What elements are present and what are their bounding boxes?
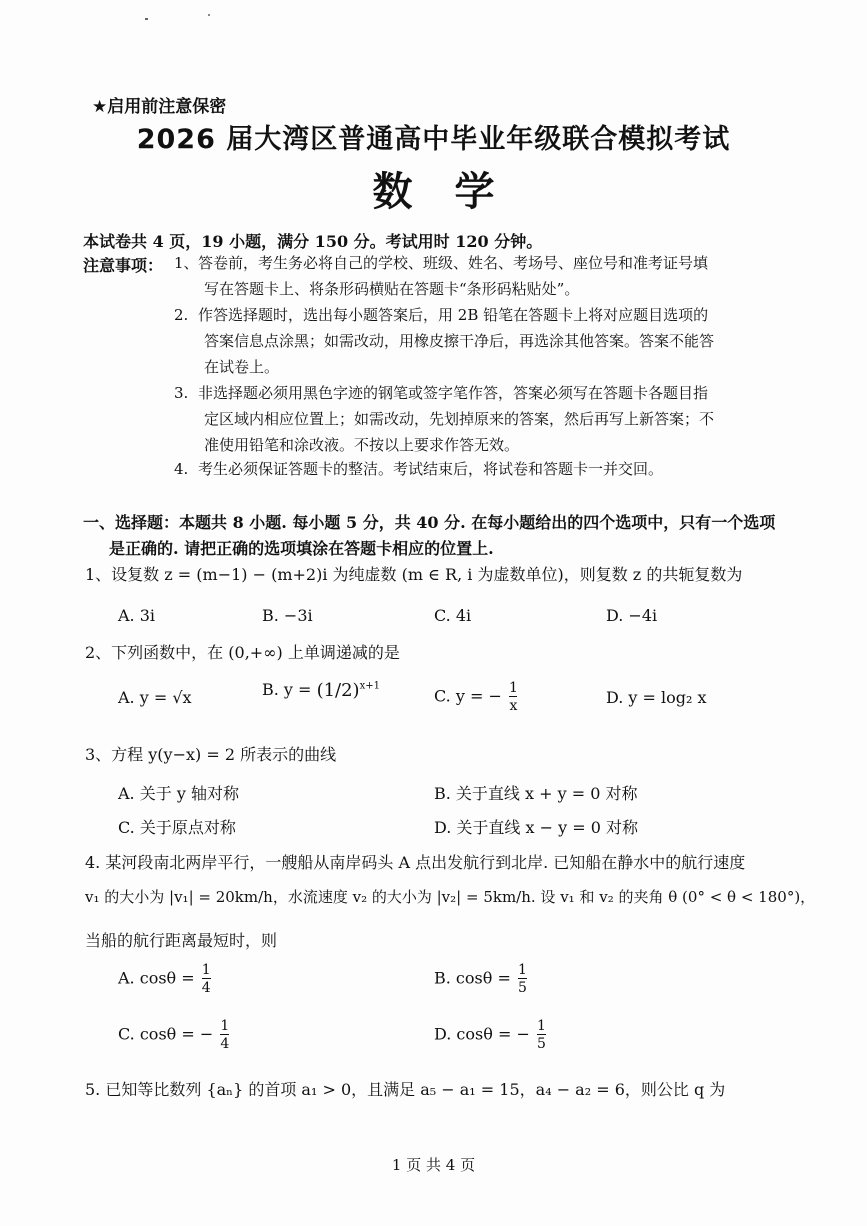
q4-option-d bbox=[434, 1018, 548, 1052]
note-item-3 bbox=[174, 380, 804, 458]
note-item-2 bbox=[174, 302, 804, 380]
page-number: 1 页 共 4 页 bbox=[391, 1156, 476, 1174]
denominator: 5 bbox=[517, 980, 527, 996]
note-text: 在试卷上。 bbox=[204, 358, 280, 376]
note-number: 1、 bbox=[174, 254, 199, 272]
note-text: 定区域内相应位置上；如需改动，先划掉原来的答案，然后再写上新答案；不 bbox=[204, 410, 715, 428]
section-heading-line: 一、选择题：本题共 8 小题. 每小题 5 分，共 40 分. 在每小题给出的四个选项中，只有一个选项 bbox=[83, 513, 776, 532]
option-prefix: B. cosθ = bbox=[434, 968, 511, 988]
exam-title: 2026 届大湾区普通高中毕业年级联合模拟考试 bbox=[136, 124, 731, 155]
fraction bbox=[202, 962, 211, 996]
q4-option-c bbox=[118, 1018, 231, 1052]
fraction-base: (1/2) bbox=[316, 680, 360, 701]
question-3-stem: 3、方程 y(y−x) = 2 所表示的曲线 bbox=[85, 745, 337, 764]
option-prefix: B. y = bbox=[262, 680, 312, 699]
note-text: 答案信息点涂黑；如需改动，用橡皮擦干净后，再选涂其他答案。答案不能答 bbox=[204, 332, 715, 350]
fraction bbox=[518, 962, 527, 996]
q2-option-c bbox=[434, 680, 520, 714]
q3-option-d: D. 关于直线 x − y = 0 对称 bbox=[434, 818, 639, 837]
note-text: 作答选择题时，选出每小题答案后，用 2B 铅笔在答题卡上将对应题目选项的 bbox=[198, 306, 709, 324]
denominator: 4 bbox=[201, 980, 211, 996]
fraction bbox=[220, 1018, 229, 1052]
numerator: 1 bbox=[508, 680, 518, 696]
note-number: 4. bbox=[174, 460, 189, 478]
notes-label: 注意事项： bbox=[83, 256, 164, 275]
question-4-line: 4. 某河段南北两岸平行，一艘船从南岸码头 A 点出发航行到北岸. 已知船在静水中的航行速度 bbox=[85, 853, 746, 872]
section-1-heading bbox=[83, 510, 803, 562]
q1-option-c: C. 4i bbox=[434, 606, 472, 625]
fraction bbox=[537, 1018, 546, 1052]
option-prefix: C. y = − bbox=[434, 686, 502, 706]
note-item-1 bbox=[174, 250, 804, 302]
q4-option-b bbox=[434, 962, 529, 996]
option-prefix: A. cosθ = bbox=[118, 968, 195, 988]
note-number: 3. bbox=[174, 384, 189, 402]
note-text: 非选择题必须用黑色字迹的钢笔或签字笔作答，答案必须写在答题卡各题目指 bbox=[198, 384, 709, 402]
q3-option-b: B. 关于直线 x + y = 0 对称 bbox=[434, 784, 638, 803]
note-text: 写在答题卡上、将条形码横贴在答题卡“条形码粘贴处”。 bbox=[204, 280, 580, 298]
numerator: 1 bbox=[220, 1018, 230, 1034]
exam-intro: 本试卷共 4 页，19 小题，满分 150 分。考试用时 120 分钟。 bbox=[83, 232, 543, 251]
confidential-notice: ★启用前注意保密 bbox=[92, 97, 227, 117]
q1-option-b: B. −3i bbox=[262, 606, 313, 625]
fraction bbox=[509, 680, 518, 714]
note-text: 准使用铅笔和涂改液。不按以上要求作答无效。 bbox=[204, 436, 520, 454]
subject-title: 数学 bbox=[372, 169, 537, 215]
note-text: 答卷前，考生务必将自己的学校、班级、姓名、考场号、座位号和准考证号填 bbox=[198, 254, 709, 272]
scan-speck bbox=[145, 18, 148, 20]
question-5-stem: 5. 已知等比数列 {aₙ} 的首项 a₁ > 0，且满足 a₅ − a₁ = 15，a₄ − a₂ = 6，则公比 q 为 bbox=[85, 1080, 726, 1099]
scan-speck bbox=[208, 14, 210, 16]
q3-option-c: C. 关于原点对称 bbox=[118, 818, 236, 837]
note-text: 考生必须保证答题卡的整洁。考试结束后，将试卷和答题卡一并交回。 bbox=[198, 460, 664, 478]
option-prefix: C. cosθ = − bbox=[118, 1024, 214, 1044]
question-1-stem: 1、设复数 z = (m−1) − (m+2)i 为纯虚数 (m ∈ R, i 为虚数单位)，则复数 z 的共轭复数为 bbox=[85, 565, 743, 584]
q2-option-b bbox=[262, 680, 380, 701]
note-item-4 bbox=[174, 456, 804, 482]
question-4-line: 当船的航行距离最短时，则 bbox=[85, 931, 278, 950]
note-number: 2. bbox=[174, 306, 189, 324]
denominator: 4 bbox=[220, 1036, 230, 1052]
q2-option-d: D. y = log₂ x bbox=[606, 688, 707, 707]
denominator: 5 bbox=[536, 1036, 546, 1052]
q3-option-a: A. 关于 y 轴对称 bbox=[118, 784, 239, 803]
numerator: 1 bbox=[517, 962, 527, 978]
denominator: x bbox=[509, 698, 518, 714]
numerator: 1 bbox=[201, 962, 211, 978]
option-prefix: D. cosθ = − bbox=[434, 1024, 530, 1044]
q4-option-a bbox=[118, 962, 213, 996]
exponent: x+1 bbox=[359, 680, 380, 692]
q1-option-d: D. −4i bbox=[606, 606, 658, 625]
question-4-line: v₁ 的大小为 |v₁| = 20km/h，水流速度 v₂ 的大小为 |v₂| = 5km/h. 设 v₁ 和 v₂ 的夹角 θ (0° < θ < 180°)， bbox=[85, 888, 816, 906]
question-2-stem: 2、下列函数中，在 (0,+∞) 上单调递减的是 bbox=[85, 643, 400, 662]
q1-option-a: A. 3i bbox=[118, 606, 156, 625]
numerator: 1 bbox=[536, 1018, 546, 1034]
q2-option-a: A. y = √x bbox=[118, 688, 192, 707]
section-heading-line: 是正确的. 请把正确的选项填涂在答题卡相应的位置上. bbox=[109, 539, 494, 558]
